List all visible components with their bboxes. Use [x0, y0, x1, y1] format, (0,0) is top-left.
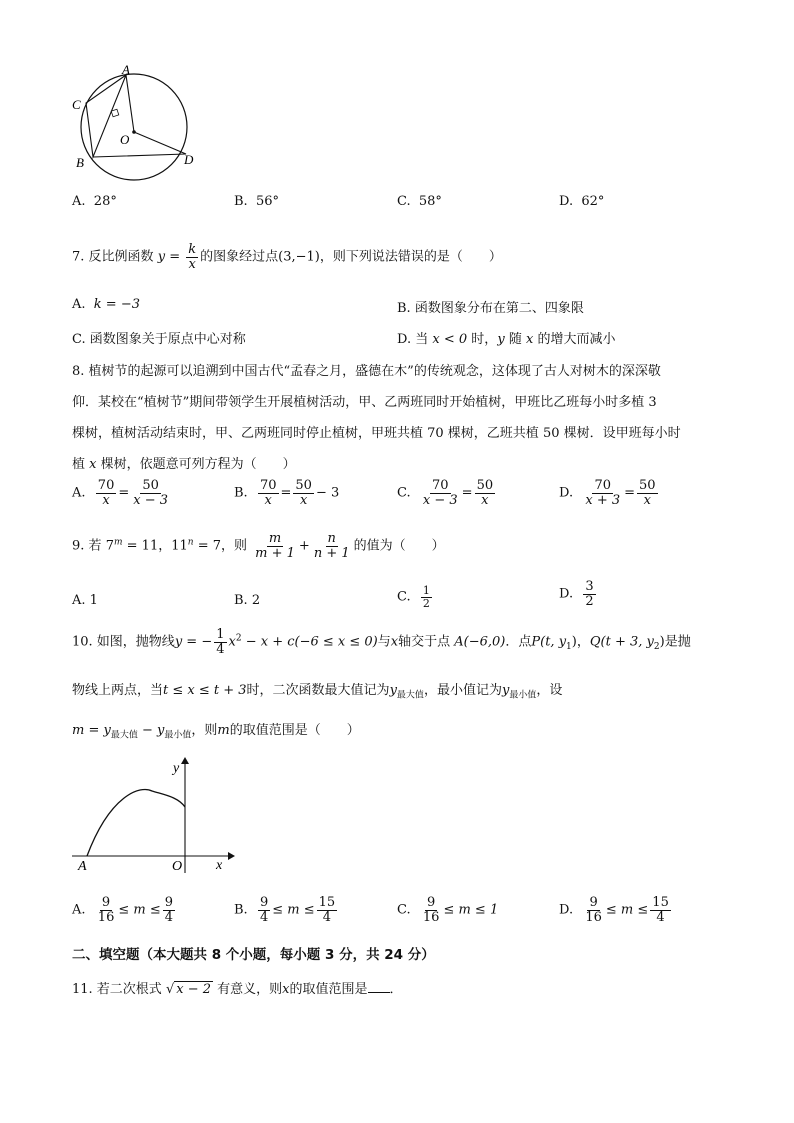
q6-option-d: D. 62°: [559, 194, 605, 209]
label-C: C: [72, 97, 81, 112]
label-O: O: [172, 859, 183, 874]
q7-option-c: C. 函数图象关于原点中心对称: [72, 332, 246, 347]
q10-line1: 10. 如图，抛物线y = − $\frac{1}{4}$ $x^2 - x + c(-6 \le x \le 0)$与x轴交于点 A(−6,0)．点P(t, $y_1$)，Q(t + 3, $y_2$)是抛: [72, 627, 691, 657]
q8-line4: 植 x 棵树，依题意可列方程为（ ）: [72, 457, 296, 472]
q8-option-c: C. $\frac{70}{x - 3}$ = $\frac{50}{x}$: [397, 478, 494, 508]
q10-option-a: A. $\frac{9}{16}$ ≤ m ≤ $\frac{9}{4}$: [72, 895, 174, 925]
q8-line2: 仰．某校在“植树节”期间带领学生开展植树活动，甲、乙两班同时开始植树，甲班比乙班每小时多植 3: [72, 395, 657, 410]
q8-line3: 棵树，植树活动结束时，甲、乙两班同时停止植树，甲班共植 70 棵树，乙班共植 50 棵树．设甲班每小时: [72, 426, 681, 441]
label-B: B: [76, 155, 84, 170]
parabola-graph: [70, 755, 235, 875]
q6-option-c: C. 58°: [397, 194, 442, 209]
label-A: A: [122, 62, 130, 77]
q9-option-a: A. 1: [72, 593, 98, 608]
label-x: x: [216, 858, 223, 873]
q10-line3: $m = y_{最大值} - y_{最小值}$，则m的取值范围是（ ）: [72, 723, 360, 741]
label-D: D: [184, 152, 194, 167]
q10-option-c: C. $\frac{9}{16}$ ≤ m ≤ 1: [397, 895, 499, 925]
q11-stem: 11. 若二次根式 √ x − 2 有意义，则x的取值范围是 ．: [72, 982, 403, 997]
q9-option-b: B. 2: [234, 593, 261, 608]
q9-stem: 9. 若 $7^m = 11$，$11^n = 7$，则 $\frac{m}{m + 1}$ + $\frac{n}{n + 1}$ 的值为（ ）: [72, 531, 445, 561]
q6-option-a: A. 28°: [72, 194, 117, 209]
q7-option-a: A. k = −3: [72, 297, 140, 312]
q9-option-c: C. $\frac{1}{2}$: [397, 584, 430, 610]
label-A: A: [78, 859, 87, 874]
q7-option-b: B. 函数图象分布在第二、四象限: [397, 301, 584, 316]
q10-line2: 物线上两点，当t ≤ x ≤ t + 3时，二次函数最大值记为$y_{最大值}$，最小值记为$y_{最小值}$，设: [72, 683, 563, 701]
q8-line1: 8. 植树节的起源可以追溯到中国古代“孟春之月，盛德在木”的传统观念，这体现了古人对树木的深深敬: [72, 364, 661, 379]
q10-option-d: D. $\frac{9}{16}$ ≤ m ≤ $\frac{15}{4}$: [559, 895, 669, 925]
right-angle-mark: [111, 109, 119, 117]
q7-option-d: D. 当 x < 0 时，y 随 x 的增大而减小: [397, 332, 616, 347]
q8-option-b: B. $\frac{70}{x}$ = $\frac{50}{x}$ − 3: [234, 478, 340, 508]
q6-option-b: B. 56°: [234, 194, 279, 209]
center-dot: [132, 130, 136, 134]
parabola-curve: [87, 789, 185, 856]
figure-lines: [86, 75, 186, 157]
q9-option-d: D. $\frac{3}{2}$: [559, 579, 594, 609]
label-y: y: [173, 761, 180, 776]
answer-blank[interactable]: [368, 982, 390, 993]
q8-option-d: D. $\frac{70}{x + 3}$ = $\frac{50}{x}$: [559, 478, 656, 508]
q8-option-a: A. $\frac{70}{x}$ = $\frac{50}{x - 3}$: [72, 478, 169, 508]
circle: [81, 74, 187, 180]
section-title: 二、填空题（本大题共 8 个小题，每小题 3 分，共 24 分）: [72, 947, 435, 963]
circle-figure: [66, 60, 206, 192]
x-axis-arrow: [228, 852, 235, 860]
q7-stem: 7. 反比例函数 y = $\frac{k}{x}$ 的图象经过点(3,−1)，则下列说法错误的是（ ）: [72, 242, 502, 272]
label-O: O: [120, 132, 130, 147]
y-axis-arrow: [181, 757, 189, 764]
q10-option-b: B. $\frac{9}{4}$ ≤ m ≤ $\frac{15}{4}$: [234, 895, 336, 925]
